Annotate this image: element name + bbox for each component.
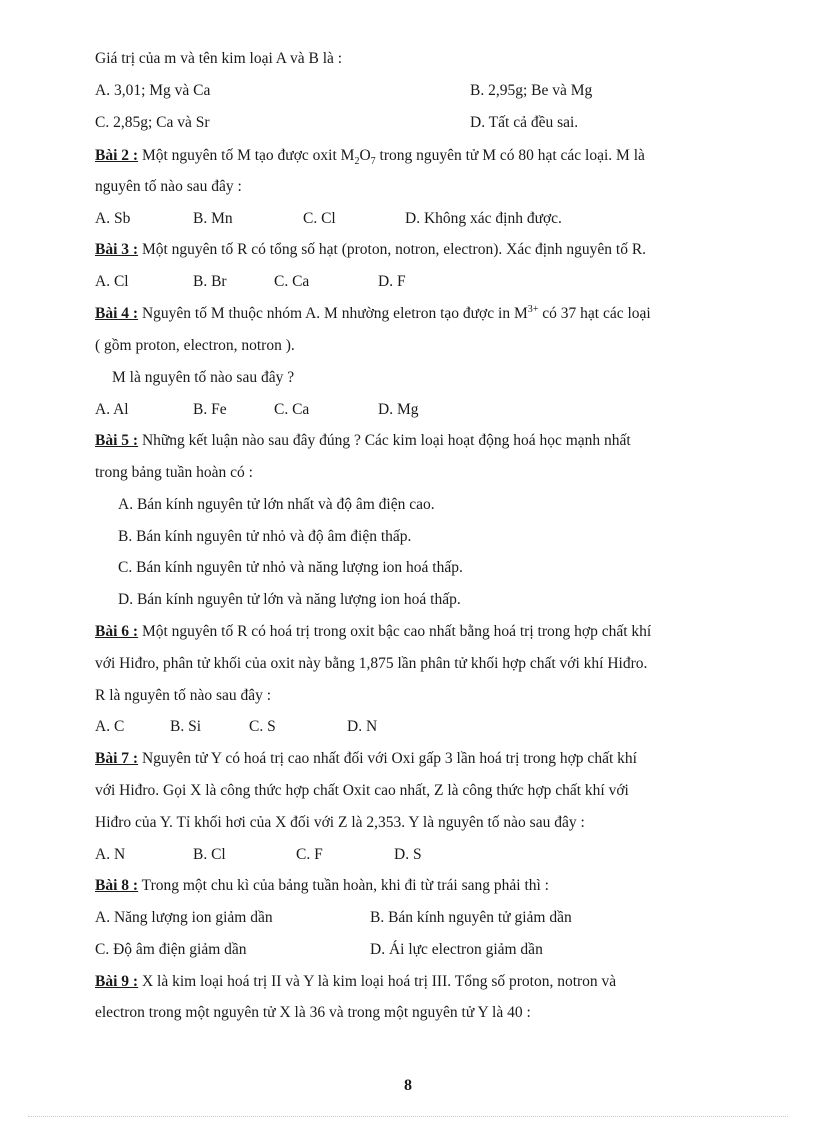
option-c: C. 2,85g; Ca và Sr <box>95 114 210 131</box>
exercise-7-line-1 <box>95 749 637 769</box>
option-c: C. Bán kính nguyên tử nhỏ và năng lượng ion hoá thấp. <box>118 559 463 576</box>
option-b: B. Br <box>193 273 227 290</box>
exercise-8-line-1 <box>95 876 549 896</box>
option-b: B. Cl <box>193 846 226 863</box>
option-d: D. Mg <box>378 401 419 418</box>
option-c: C. Ca <box>274 401 310 418</box>
exercise-7-line-2: với Hiđro. Gọi X là công thức hợp chất Oxit cao nhất, Z là công thức hợp chất khí với <box>95 782 629 799</box>
option-a: A. Năng lượng ion giảm dần <box>95 909 273 926</box>
exercise-title: Bài 4 : <box>95 305 139 322</box>
exercise-7-line-3: Hiđro của Y. Tỉ khối hơi của X đối với Z là 2,353. Y là nguyên tố nào sau đây : <box>95 814 585 831</box>
exercise-6-line-1 <box>95 622 651 642</box>
exercise-4-line-2: ( gồm proton, electron, notron ). <box>95 337 295 354</box>
option-d: D. N <box>347 718 378 735</box>
exercise-2-line-1 <box>95 146 645 166</box>
exercise-title: Bài 7 : <box>95 750 139 767</box>
option-a: A. Al <box>95 401 129 418</box>
exercise-text: Nguyên tử Y có hoá trị cao nhất đối với Oxi gấp 3 lần hoá trị trong hợp chất khí <box>138 750 637 767</box>
exercise-3-line-1 <box>95 240 646 260</box>
question-text: Giá trị của m và tên kim loại A và B là : <box>95 50 343 67</box>
option-c: C. Cl <box>303 210 336 227</box>
option-d: D. Tất cả đều sai. <box>470 114 579 131</box>
option-d: D. Ái lực electron giảm dần <box>370 941 543 958</box>
exercise-text: O <box>359 147 371 164</box>
exercise-title: Bài 3 : <box>95 241 139 258</box>
option-b: B. Fe <box>193 401 227 418</box>
exercise-text: Những kết luận nào sau đây đúng ? Các kim loại hoạt động hoá học mạnh nhất <box>138 432 631 449</box>
option-d: D. Bán kính nguyên tử lớn và năng lượng ion hoá thấp. <box>118 591 461 608</box>
exercise-9-line-1 <box>95 972 616 992</box>
option-c: C. S <box>249 718 276 735</box>
exercise-5-line-1 <box>95 431 631 451</box>
option-a: A. Cl <box>95 273 129 290</box>
exercise-title: Bài 9 : <box>95 973 139 990</box>
option-b: B. Si <box>170 718 202 735</box>
exercise-title: Bài 2 : <box>95 147 139 164</box>
footer-divider <box>28 1116 788 1117</box>
exercise-4-line-3: M là nguyên tố nào sau đây ? <box>112 369 295 386</box>
option-b: B. Bán kính nguyên tử giảm dần <box>370 909 572 926</box>
option-b: B. Mn <box>193 210 233 227</box>
option-a: A. C <box>95 718 125 735</box>
exercise-text: Một nguyên tố R có hoá trị trong oxit bậc cao nhất bằng hoá trị trong hợp chất khí <box>138 623 652 640</box>
exercise-title: Bài 8 : <box>95 877 139 894</box>
page-number: 8 <box>404 1077 412 1094</box>
superscript: 3+ <box>527 303 539 315</box>
exercise-9-line-2: electron trong một nguyên tử X là 36 và trong một nguyên tử Y là 40 : <box>95 1004 531 1021</box>
exercise-4-line-1 <box>95 304 651 324</box>
exercise-2-line-2: nguyên tố nào sau đây : <box>95 178 242 195</box>
subscript: 2 <box>354 156 360 168</box>
exercise-title: Bài 5 : <box>95 432 139 449</box>
option-b: B. 2,95g; Be và Mg <box>470 82 593 99</box>
option-c: C. Độ âm điện giảm dần <box>95 941 247 958</box>
exercise-text: trong nguyên tử M có 80 hạt các loại. M là <box>375 147 645 164</box>
option-c: C. Ca <box>274 273 310 290</box>
exercise-text: Một nguyên tố M tạo được oxit M <box>138 147 355 164</box>
subscript: 7 <box>370 156 376 168</box>
option-a: A. 3,01; Mg và Ca <box>95 82 211 99</box>
option-c: C. F <box>296 846 323 863</box>
option-a: A. Sb <box>95 210 131 227</box>
option-d: D. Không xác định được. <box>405 210 562 227</box>
exercise-text: Nguyên tố M thuộc nhóm A. M nhường eletron tạo được in M <box>138 305 528 322</box>
exercise-text: X là kim loại hoá trị II và Y là kim loại hoá trị III. Tổng số proton, notron và <box>138 973 617 990</box>
option-a: A. Bán kính nguyên tử lớn nhất và độ âm điện cao. <box>118 496 435 513</box>
option-b: B. Bán kính nguyên tử nhỏ và độ âm điện thấp. <box>118 528 412 545</box>
exercise-6-line-2: với Hiđro, phân tử khối của oxit này bằng 1,875 lần phân tử khối hợp chất với khí Hiđro. <box>95 655 648 672</box>
exercise-title: Bài 6 : <box>95 623 139 640</box>
exercise-6-line-3: R là nguyên tố nào sau đây : <box>95 687 272 704</box>
option-d: D. F <box>378 273 406 290</box>
option-a: A. N <box>95 846 126 863</box>
option-d: D. S <box>394 846 422 863</box>
exercise-text: Trong một chu kì của bảng tuần hoàn, khi đi từ trái sang phải thì : <box>138 877 549 894</box>
exercise-text: có 37 hạt các loại <box>538 305 651 322</box>
exercise-text: Một nguyên tố R có tổng số hạt (proton, notron, electron). Xác định nguyên tố R. <box>138 241 647 258</box>
exercise-5-line-2: trong bảng tuần hoàn có : <box>95 464 253 481</box>
